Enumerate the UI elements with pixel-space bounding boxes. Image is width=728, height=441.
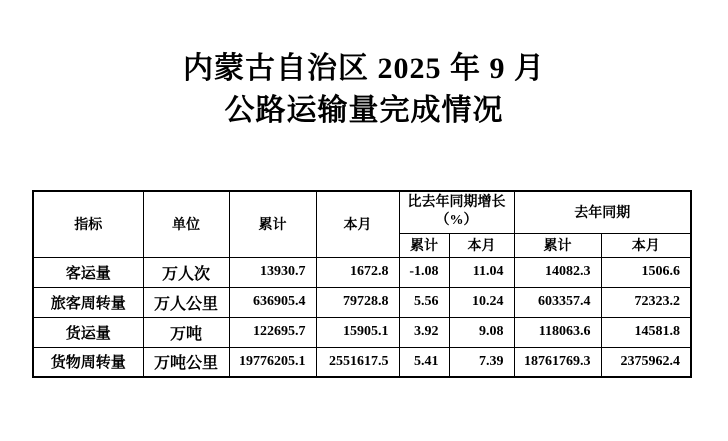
page-title bbox=[0, 48, 728, 132]
transport-stats-table bbox=[32, 190, 692, 378]
cell-growth-cumulative: 5.56 bbox=[399, 287, 449, 317]
col-header-growth-month: 本月 bbox=[449, 233, 514, 257]
col-header-cumulative: 累计 bbox=[229, 191, 316, 257]
cell-last-year-month: 1506.6 bbox=[601, 257, 691, 287]
cell-cumulative: 636905.4 bbox=[229, 287, 316, 317]
cell-growth-cumulative: -1.08 bbox=[399, 257, 449, 287]
col-header-last-year-month: 本月 bbox=[601, 233, 691, 257]
col-header-month: 本月 bbox=[316, 191, 399, 257]
cell-indicator: 旅客周转量 bbox=[33, 287, 143, 317]
table-row-freight-volume bbox=[33, 317, 691, 347]
col-group-growth-line2: （%） bbox=[435, 213, 478, 229]
col-group-growth bbox=[399, 191, 514, 233]
cell-unit: 万吨公里 bbox=[143, 347, 229, 377]
cell-unit: 万人次 bbox=[143, 257, 229, 287]
cell-month: 2551617.5 bbox=[316, 347, 399, 377]
cell-last-year-cumulative: 14082.3 bbox=[514, 257, 601, 287]
cell-month: 15905.1 bbox=[316, 317, 399, 347]
col-header-last-year-cumulative: 累计 bbox=[514, 233, 601, 257]
col-header-growth-cumulative: 累计 bbox=[399, 233, 449, 257]
cell-growth-cumulative: 5.41 bbox=[399, 347, 449, 377]
cell-growth-month: 10.24 bbox=[449, 287, 514, 317]
cell-last-year-month: 72323.2 bbox=[601, 287, 691, 317]
table-row-freight-turnover bbox=[33, 347, 691, 377]
header-group-row bbox=[33, 191, 691, 233]
cell-growth-month: 9.08 bbox=[449, 317, 514, 347]
cell-indicator: 货物周转量 bbox=[33, 347, 143, 377]
page-title-line1: 内蒙古自治区 2025 年 9 月 bbox=[183, 52, 545, 85]
cell-last-year-month: 14581.8 bbox=[601, 317, 691, 347]
col-group-last-year: 去年同期 bbox=[514, 191, 691, 233]
cell-month: 79728.8 bbox=[316, 287, 399, 317]
cell-growth-cumulative: 3.92 bbox=[399, 317, 449, 347]
cell-last-year-cumulative: 603357.4 bbox=[514, 287, 601, 317]
cell-month: 1672.8 bbox=[316, 257, 399, 287]
table-row-passenger-volume bbox=[33, 257, 691, 287]
col-header-indicator: 指标 bbox=[33, 191, 143, 257]
cell-cumulative: 122695.7 bbox=[229, 317, 316, 347]
cell-growth-month: 7.39 bbox=[449, 347, 514, 377]
cell-unit: 万人公里 bbox=[143, 287, 229, 317]
col-group-growth-line1: 比去年同期增长 bbox=[407, 195, 506, 211]
cell-unit: 万吨 bbox=[143, 317, 229, 347]
cell-last-year-cumulative: 118063.6 bbox=[514, 317, 601, 347]
cell-last-year-month: 2375962.4 bbox=[601, 347, 691, 377]
table-row-passenger-turnover bbox=[33, 287, 691, 317]
col-header-unit: 单位 bbox=[143, 191, 229, 257]
cell-indicator: 货运量 bbox=[33, 317, 143, 347]
cell-last-year-cumulative: 18761769.3 bbox=[514, 347, 601, 377]
cell-cumulative: 19776205.1 bbox=[229, 347, 316, 377]
cell-indicator: 客运量 bbox=[33, 257, 143, 287]
cell-cumulative: 13930.7 bbox=[229, 257, 316, 287]
cell-growth-month: 11.04 bbox=[449, 257, 514, 287]
page-title-line2: 公路运输量完成情况 bbox=[224, 94, 504, 127]
